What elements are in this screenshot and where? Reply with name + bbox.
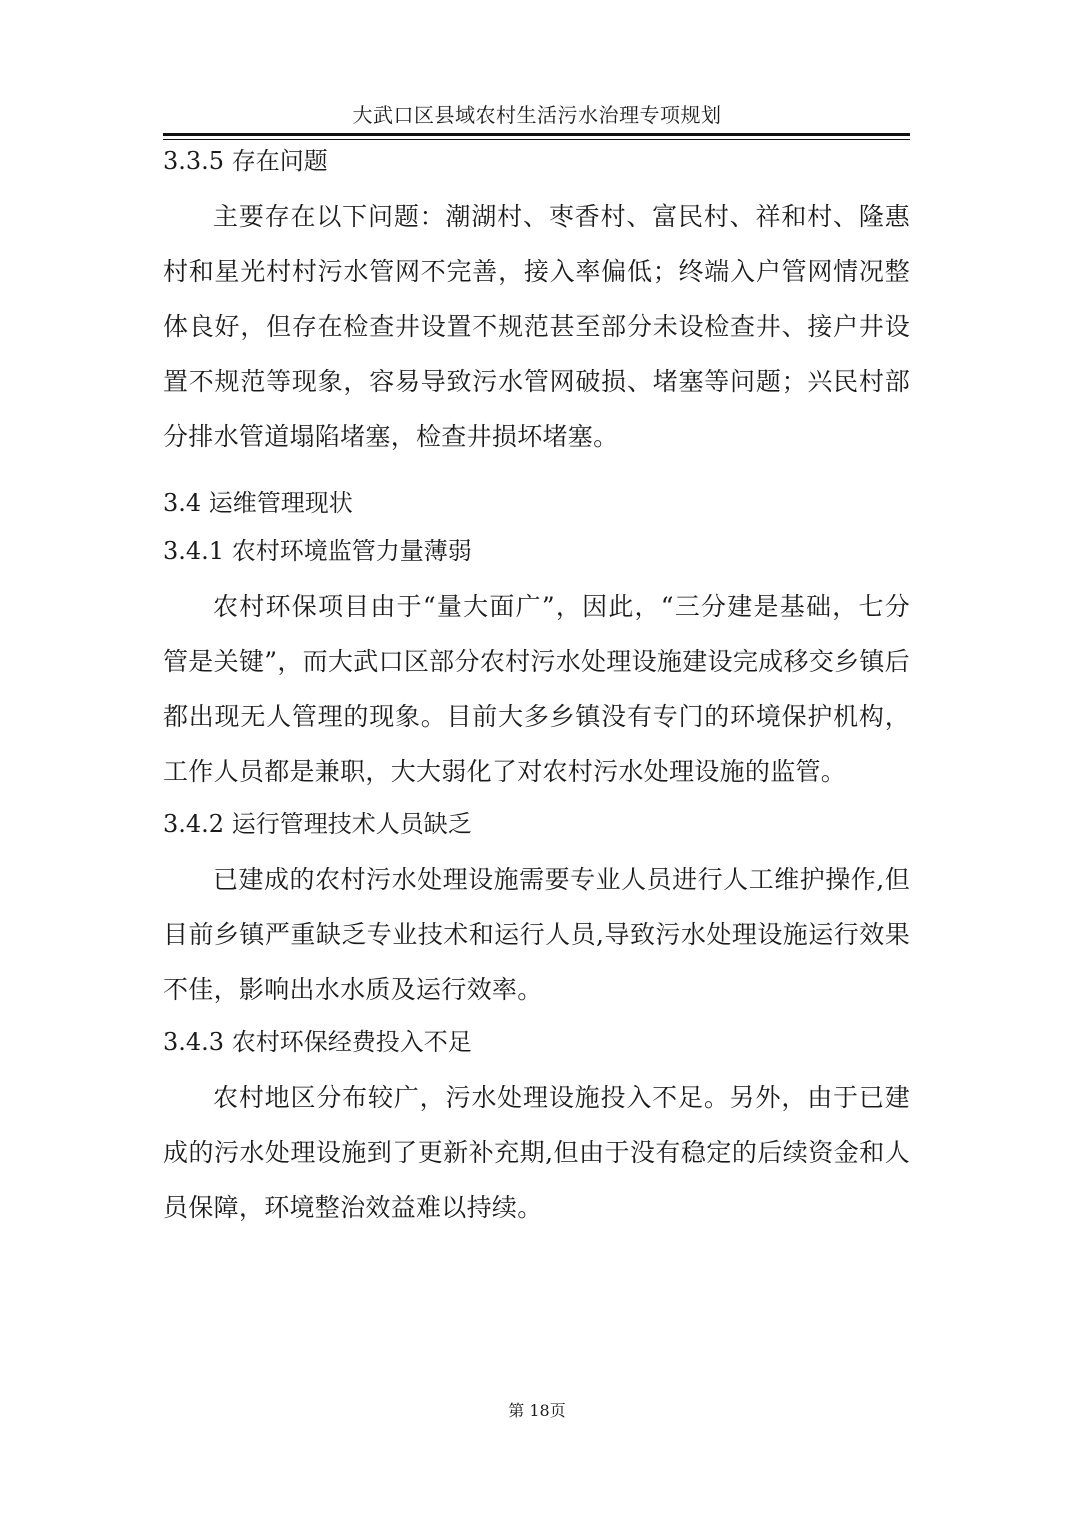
section-heading-3-4: 3.4 运维管理现状 (163, 489, 353, 517)
section-heading-3-4-2: 3.4.2 运行管理技术人员缺乏 (163, 810, 472, 838)
section-heading-3-4-3: 3.4.3 农村环保经费投入不足 (163, 1028, 472, 1056)
section-paragraph-3-4-3: 农村地区分布较广，污水处理设施投入不足。另外，由于已建成的污水处理设施到了更新补充期,但由于没有稳定的后续资金和人员保障，环境整治效益难以持续。 (163, 1083, 910, 1222)
page-number: 第 18页 (508, 1401, 566, 1420)
section-paragraph-3-4-1: 农村环保项目由于“量大面广”，因此，“三分建是基础，七分管是关键”，而大武口区部分农村污水处理设施建设完成移交乡镇后都出现无人管理的现象。目前大多乡镇没有专门的环境保护机构，工作人员都是兼职，大大弱化了对农村污水处理设施的监管。 (163, 592, 910, 786)
document-header-title: 大武口区县域农村生活污水治理专项规划 (352, 103, 722, 127)
document-body (163, 140, 910, 1235)
header-rule-thick (163, 133, 910, 136)
section-heading-3-4-1: 3.4.1 农村环境监管力量薄弱 (163, 537, 472, 565)
section-paragraph-3-3-5: 主要存在以下问题：潮湖村、枣香村、富民村、祥和村、隆惠村和星光村村污水管网不完善，接入率偏低；终端入户管网情况整体良好，但存在检查井设置不规范甚至部分未设检查井、接户井设置不规范等现象，容易导致污水管网破损、堵塞等问题；兴民村部分排水管道塌陷堵塞，检查井损坏堵塞。 (163, 202, 910, 451)
section-paragraph-3-4-2: 已建成的农村污水处理设施需要专业人员进行人工维护操作,但目前乡镇严重缺乏专业技术和运行人员,导致污水处理设施运行效果不佳，影响出水水质及运行效率。 (163, 865, 910, 1004)
section-heading-3-3-5: 3.3.5 存在问题 (163, 147, 328, 175)
